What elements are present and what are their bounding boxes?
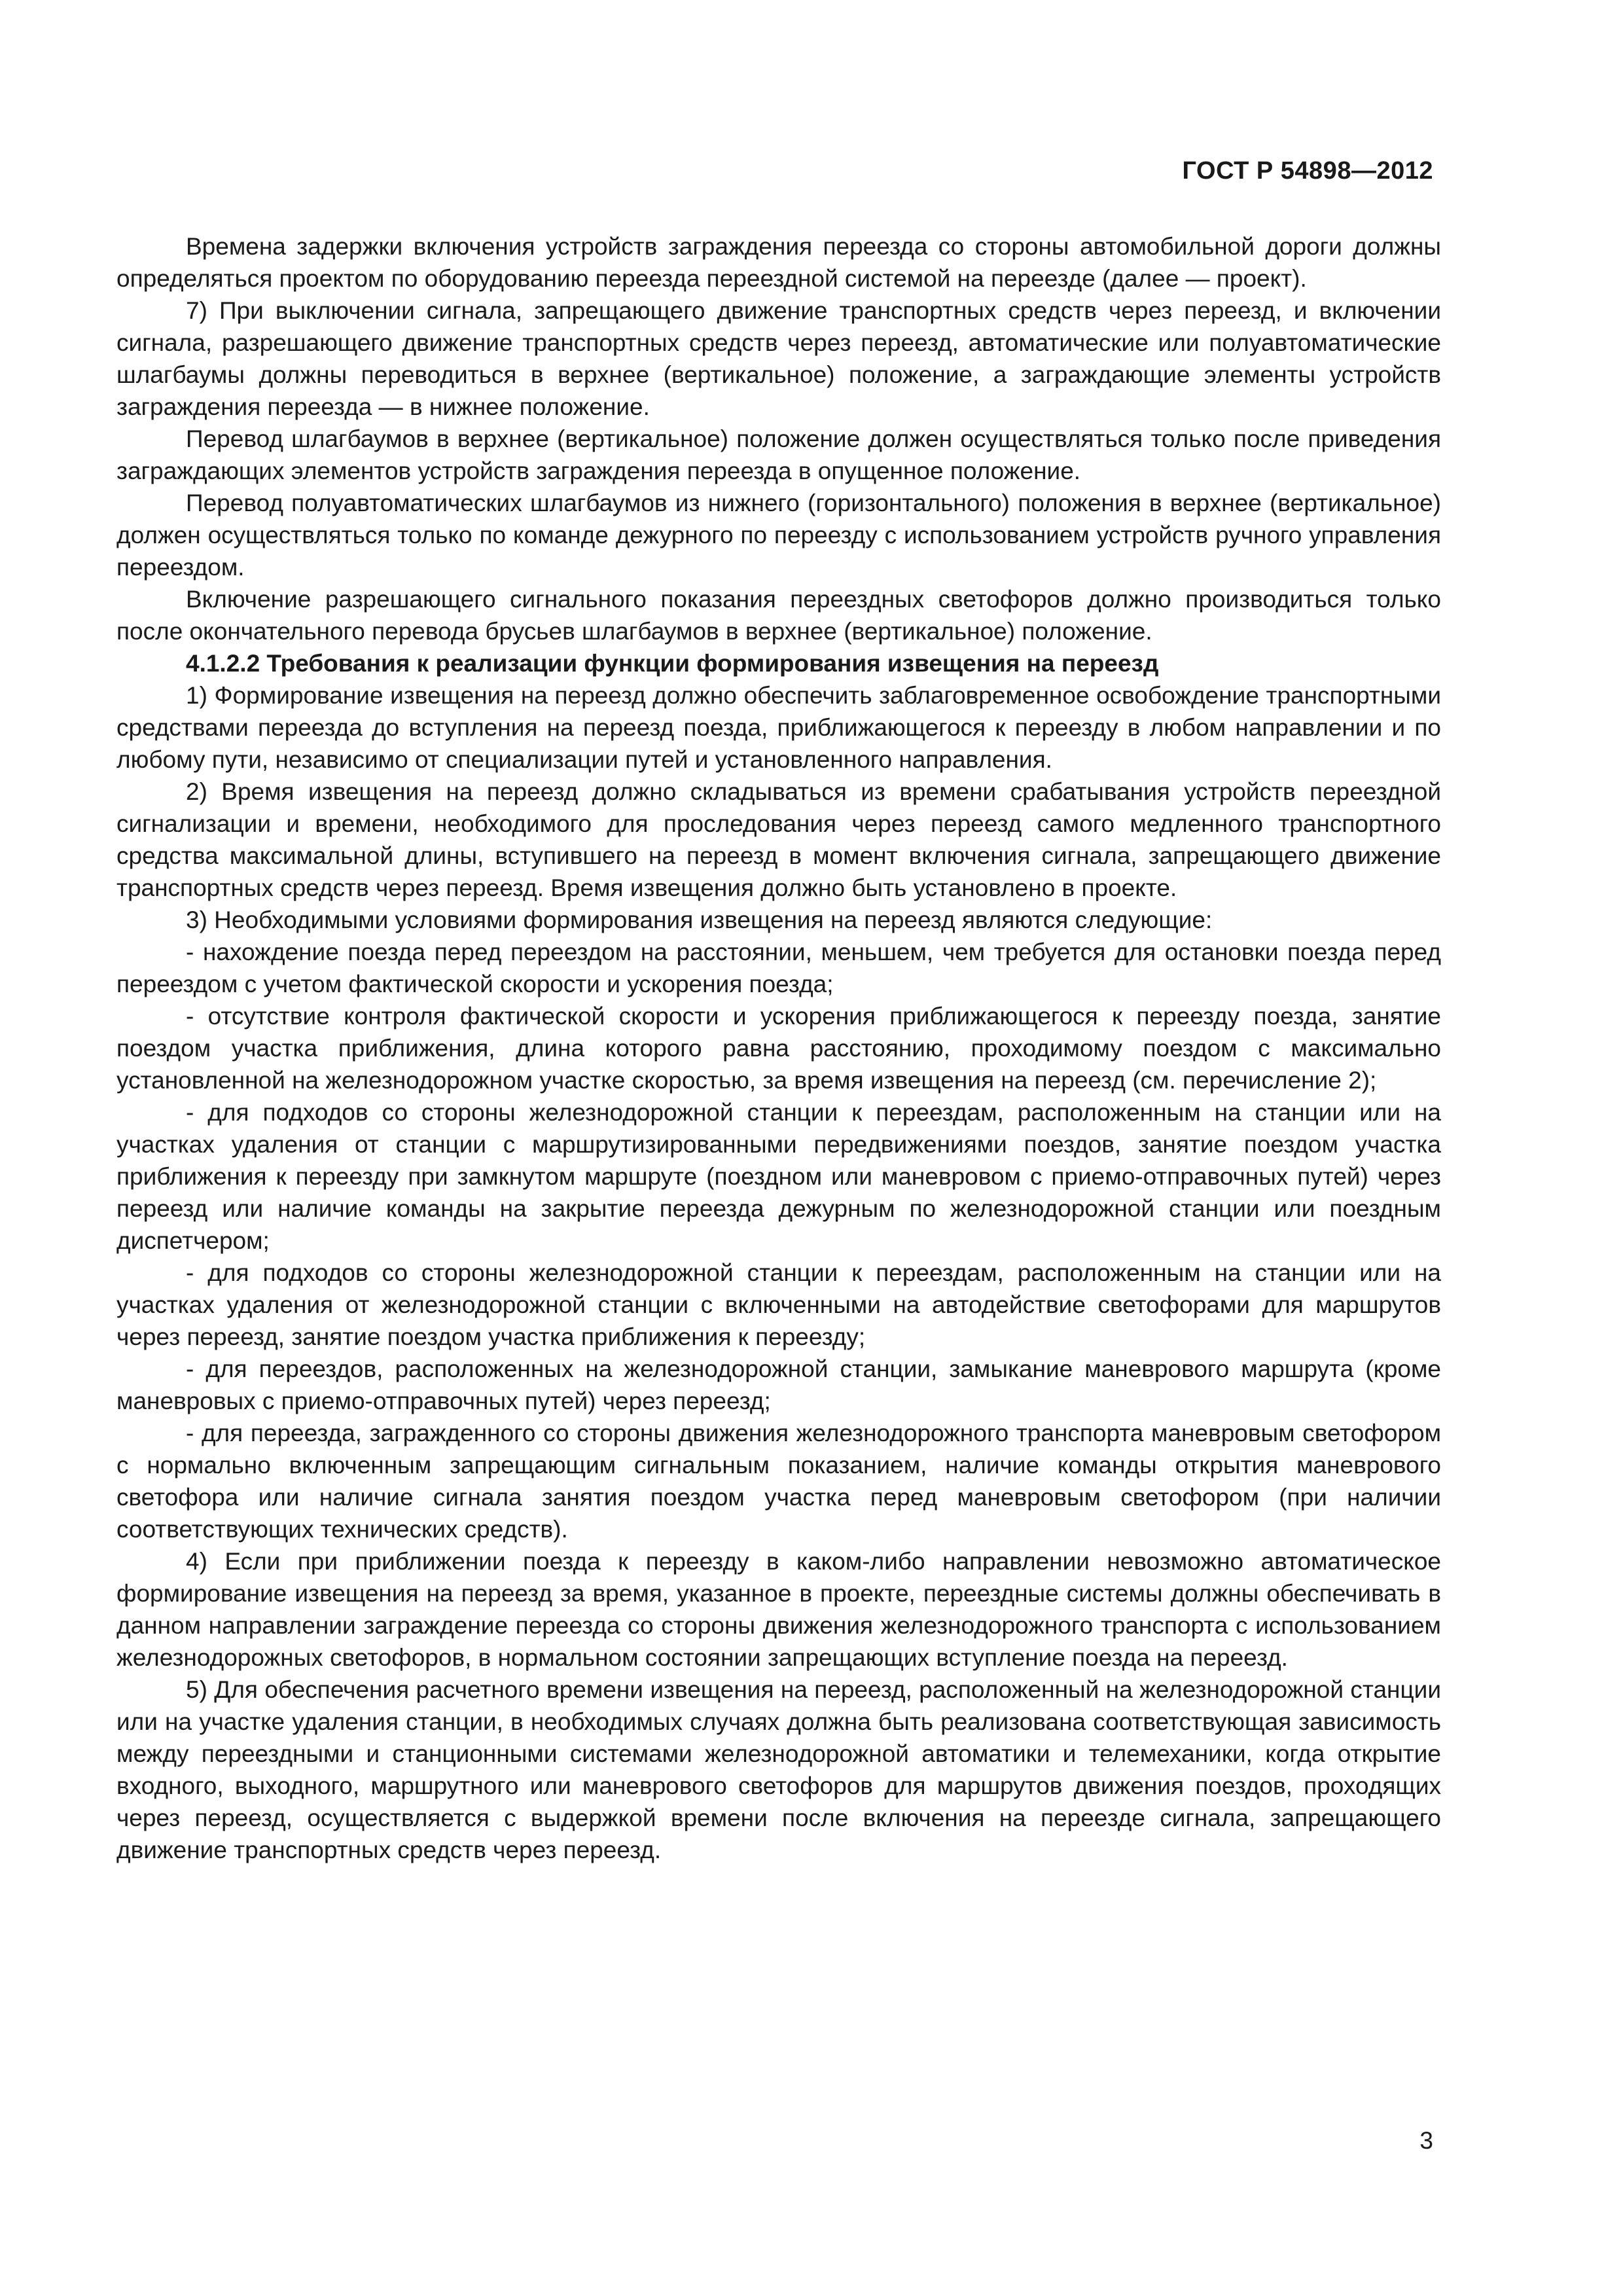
paragraph: 2) Время извещения на переезд должно складываться из времени срабатывания устройств переездной сигнализации и времени, необходимого для проследования через переезд самого медленного транспортного средства максимальной длины, вступившего на переезд в момент включения сигнала, запрещающего движение транспортных средств через переезд. Время извещения должно быть установлено в проекте.: [116, 778, 1441, 901]
document-body: [116, 230, 1441, 1866]
list-item: - для переездов, расположенных на железнодорожной станции, замыкание маневрового маршрута (кроме маневровых с приемо-отправочных путей) через переезд;: [116, 1355, 1441, 1414]
paragraph: 4) Если при приближении поезда к переезду в каком-либо направлении невозможно автоматическое формирование извещения на переезд за время, указанное в проекте, переездные системы должны обеспечивать в данном направлении заграждение переезда со стороны движения железнодорожного транспорта с использованием железнодорожных светофоров, в нормальном состоянии запрещающих вступление поезда на переезд.: [116, 1548, 1441, 1671]
list-item: - для подходов со стороны железнодорожной станции к переездам, расположенным на станции или на участках удаления от железнодорожной станции с включенными на автодействие светофорами для маршрутов через переезд, занятие поездом участка приближения к переезду;: [116, 1259, 1441, 1350]
paragraph: Времена задержки включения устройств заграждения переезда со стороны автомобильной дороги должны определяться проектом по оборудованию переезда переездной системой на переезде (далее — проект).: [116, 233, 1441, 292]
paragraph: Перевод полуавтоматических шлагбаумов из нижнего (горизонтального) положения в верхнее (вертикальное) должен осуществляться только по команде дежурного по переезду с использованием устройств ручного управления переездом.: [116, 490, 1441, 581]
list-item: - для переезда, загражденного со стороны движения железнодорожного транспорта маневровым светофором с нормально включенным запрещающим сигнальным показанием, наличие команды открытия маневрового светофора или наличие сигнала занятия поездом участка перед маневровым светофором (при наличии соответствующих технических средств).: [116, 1420, 1441, 1543]
paragraph: 5) Для обеспечения расчетного времени извещения на переезд, расположенный на железнодорожной станции или на участке удаления станции, в необходимых случаях должна быть реализована соответствующая зависимость между переездными и станционными системами железнодорожной автоматики и телемеханики, когда открытие входного, выходного, маршрутного или маневрового светофоров для маршрутов движения поездов, проходящих через переезд, осуществляется с выдержкой времени после включения на переезде сигнала, запрещающего движение транспортных средств через переезд.: [116, 1676, 1441, 1863]
list-item: - отсутствие контроля фактической скорости и ускорения приближающегося к переезду поезда, занятие поездом участка приближения, длина которого равна расстоянию, проходимому поездом с максимально установленной на железнодорожном участке скоростью, за время извещения на переезд (см. перечисление 2);: [116, 1003, 1441, 1094]
list-item: - нахождение поезда перед переездом на расстоянии, меньшем, чем требуется для остановки поезда перед переездом с учетом фактической скорости и ускорения поезда;: [116, 939, 1441, 997]
list-item: - для подходов со стороны железнодорожной станции к переездам, расположенным на станции или на участках удаления от станции с маршрутизированными передвижениями поездов, занятие поездом участка приближения к переезду при замкнутом маршруте (поездном или маневровом с приемо-отправочных путей) через переезд или наличие команды на закрытие переезда дежурным по железнодорожной станции или поездным диспетчером;: [116, 1099, 1441, 1254]
paragraph: Включение разрешающего сигнального показания переездных светофоров должно производиться только после окончательного перевода брусьев шлагбаумов в верхнее (вертикальное) положение.: [116, 586, 1441, 645]
paragraph: 1) Формирование извещения на переезд должно обеспечить заблаговременное освобождение транспортными средствами переезда до вступления на переезд поезда, приближающегося к переезду в любом направлении и по любому пути, независимо от специализации путей и установленного направления.: [116, 682, 1441, 773]
page-number: 3: [1419, 2127, 1433, 2154]
paragraph: 3) Необходимыми условиями формирования извещения на переезд являются следующие:: [186, 906, 1213, 933]
section-heading: 4.1.2.2 Требования к реализации функции формирования извещения на переезд: [186, 650, 1159, 677]
paragraph: 7) При выключении сигнала, запрещающего движение транспортных средств через переезд, и включении сигнала, разрешающего движение транспортных средств через переезд, автоматические или полуавтоматические шлагбаумы должны переводиться в верхнее (вертикальное) положение, а заграждающие элементы устройств заграждения переезда — в нижнее положение.: [116, 297, 1441, 420]
document-header: ГОСТ Р 54898—2012: [1182, 157, 1433, 185]
paragraph: Перевод шлагбаумов в верхнее (вертикальное) положение должен осуществляться только после приведения заграждающих элементов устройств заграждения переезда в опущенное положение.: [116, 425, 1441, 484]
